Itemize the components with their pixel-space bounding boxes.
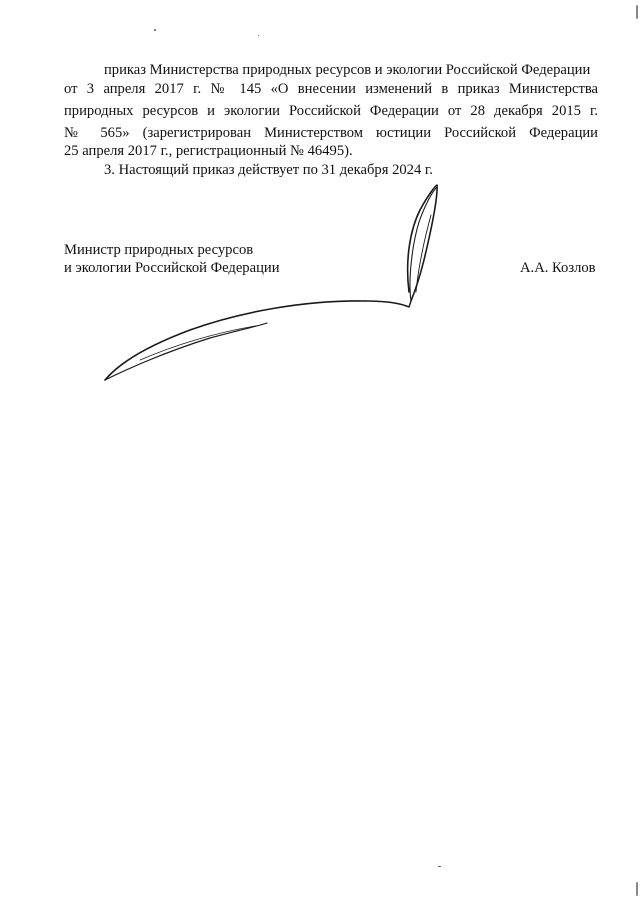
paragraph-line-1: приказ Министерства природных ресурсов и экологии Российской Федерации	[104, 62, 591, 78]
scan-speck	[154, 29, 156, 31]
scan-speck	[438, 866, 441, 867]
clause-3: 3. Настоящий приказ действует по 31 декабря 2024 г.	[104, 162, 433, 178]
signatory-position	[64, 241, 280, 277]
signatory-position-line-1: Министр природных ресурсов	[64, 242, 254, 258]
paragraph-line-2: от 3 апреля 2017 г. № 145 «О внесении изменений в приказ Министерства	[64, 81, 598, 97]
scan-edge-mark	[636, 5, 638, 19]
paragraph-line-4: № 565» (зарегистрирован Министерством юстиции Российской Федерации	[64, 125, 598, 141]
signatory-position-line-2: и экологии Российской Федерации	[64, 260, 280, 276]
scan-edge-mark	[636, 882, 638, 896]
scan-speck	[258, 35, 259, 36]
paragraph-line-5: 25 апреля 2017 г., регистрационный № 46495).	[64, 143, 353, 159]
paragraph-line-3: природных ресурсов и экологии Российской Федерации от 28 декабря 2015 г.	[64, 103, 598, 119]
signatory-name: А.А. Козлов	[520, 260, 596, 276]
